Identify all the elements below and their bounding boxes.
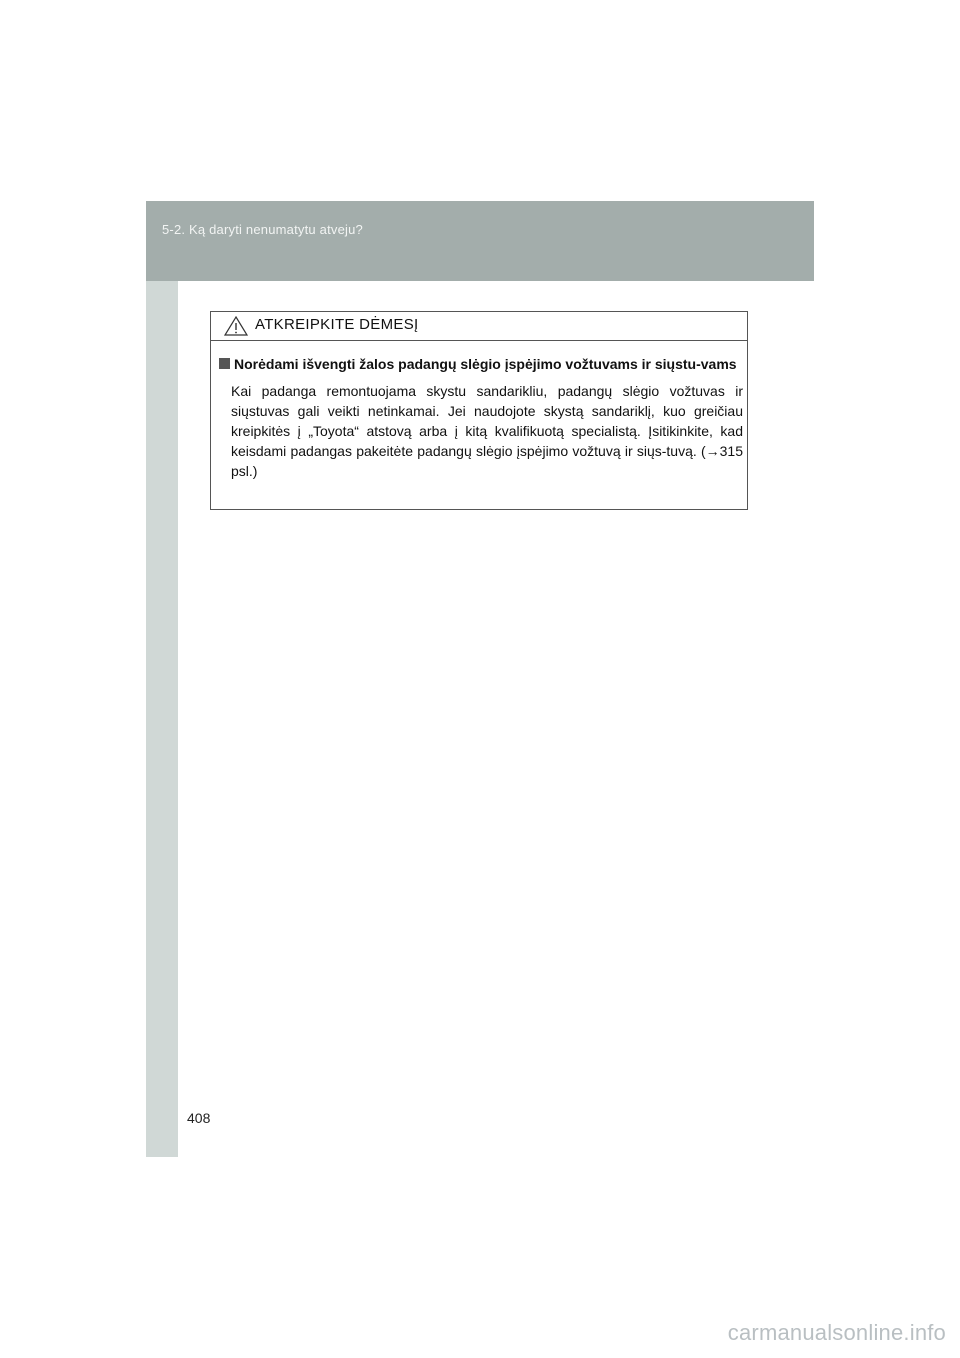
- caution-header: [211, 312, 747, 341]
- section-header-band: [146, 201, 814, 281]
- caution-item-heading-text: Norėdami išvengti žalos padangų slėgio įspėjimo vožtuvams ir siųstu-vams: [234, 356, 737, 372]
- caution-item-body: Kai padanga remontuojama skystu sandarikliu, padangų slėgio vožtuvas ir siųstuvas gali veikti netinkamai. Jei naudojote skystą sandariklį, kuo greičiau kreipkitės į „Toyota“ atstovą arba į kitą kvalifikuotą specialistą. Įsitikinkite, kad keisdami padangas pakeitėte padangų slėgio įspėjimo vožtuvą ir siųs-tuvą. (→315 psl.): [231, 383, 743, 479]
- bullet-square-icon: [219, 358, 230, 369]
- caution-body: [219, 354, 743, 481]
- caution-title: ATKREIPKITE DĖMESĮ: [255, 316, 419, 333]
- section-title: 5-2. Ką daryti nenumatytu atveju?: [162, 222, 363, 237]
- side-margin-band: [146, 281, 178, 1157]
- warning-triangle-icon: [223, 315, 249, 337]
- caution-item-heading: [219, 354, 743, 374]
- watermark-text: carmanualsonline.info: [727, 1320, 946, 1345]
- page-number: 408: [187, 1110, 211, 1126]
- caution-box: [210, 311, 748, 510]
